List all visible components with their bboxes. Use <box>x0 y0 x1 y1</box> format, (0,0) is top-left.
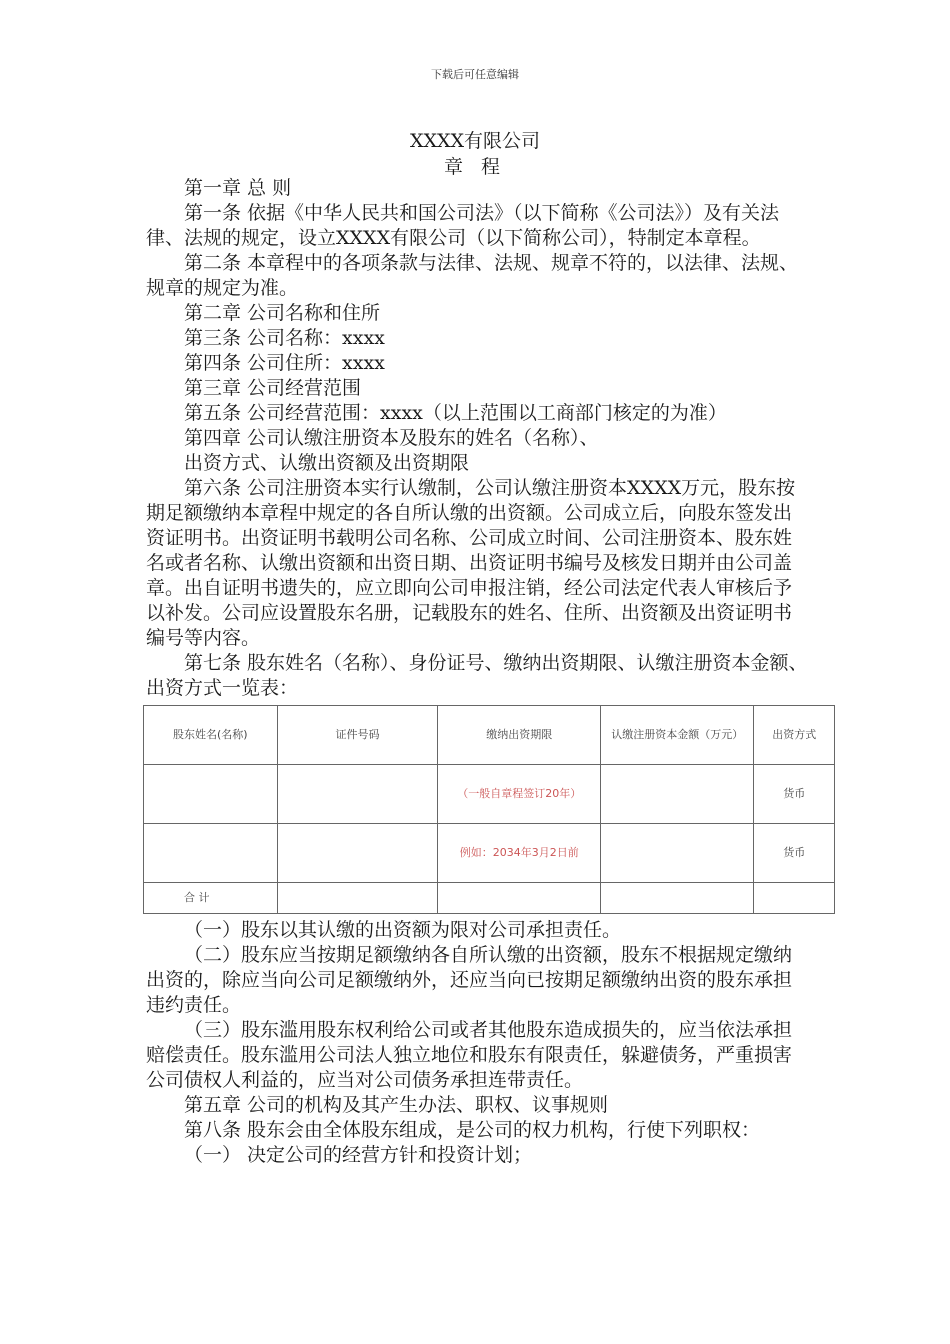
shareholder-table <box>143 705 835 914</box>
chapter-4-heading-line2: 出资方式、认缴出资额及出资期限 <box>184 452 470 474</box>
table-header-cell: 股东姓名(名称) <box>144 706 278 765</box>
article-3: 第三条 公司名称：xxxx <box>184 327 385 349</box>
table-total-label: 合 计 <box>144 883 278 914</box>
article-5: 第五条 公司经营范围：xxxx（以上范围以工商部门核定的为准） <box>184 402 727 424</box>
clause-3: （三）股东滥用股东权利给公司或者其他股东造成损失的，应当依法承担赔偿责任。股东滥用公司法人独立地位和股东有限责任，躲避债务，严重损害公司债权人利益的，应当对公司债务承担连带责任。 <box>146 1019 793 1091</box>
table-header-cell: 出资方式 <box>754 706 835 765</box>
page-header: 下载后可任意编辑 <box>431 68 519 81</box>
table-cell <box>601 824 754 883</box>
table-header-cell: 认缴注册资本金额（万元） <box>601 706 754 765</box>
clause-2: （二）股东应当按期足额缴纳各自所认缴的出资额，股东不根据规定缴纳出资的，除应当向公司足额缴纳外，还应当向已按期足额缴纳出资的股东承担违约责任。 <box>146 944 793 1016</box>
document-title: XXXX有限公司 <box>409 130 541 152</box>
table-cell <box>277 824 438 883</box>
chapter-3-heading: 第三章 公司经营范围 <box>184 377 362 399</box>
chapter-2-heading: 第二章 公司名称和住所 <box>184 302 381 324</box>
article-8: 第八条 股东会由全体股东组成，是公司的权力机构，行使下列职权： <box>184 1119 761 1141</box>
table-header-row <box>144 706 835 765</box>
article-4: 第四条 公司住所：xxxx <box>184 352 385 374</box>
table-cell: 货币 <box>754 824 835 883</box>
document-subtitle: 章 程 <box>443 156 507 178</box>
table-cell: （一般自章程签订20年） <box>438 765 601 824</box>
table-header-cell: 缴纳出资期限 <box>438 706 601 765</box>
table-cell <box>144 824 278 883</box>
table-row <box>144 824 835 883</box>
chapter-4-heading-line1: 第四章 公司认缴注册资本及股东的姓名（名称）、 <box>184 427 599 449</box>
table-cell <box>754 883 835 914</box>
table-cell <box>601 883 754 914</box>
table-row <box>144 765 835 824</box>
document-body <box>146 176 817 1168</box>
chapter-5-heading: 第五章 公司的机构及其产生办法、职权、议事规则 <box>184 1094 609 1116</box>
table-cell <box>601 765 754 824</box>
article-7: 第七条 股东姓名（名称）、身份证号、缴纳出资期限、认缴注册资本金额、出资方式一览表： <box>146 652 808 699</box>
table-cell: 货币 <box>754 765 835 824</box>
table-cell <box>144 765 278 824</box>
table-cell <box>277 883 438 914</box>
table-cell <box>277 765 438 824</box>
clause-1: （一）股东以其认缴的出资额为限对公司承担责任。 <box>184 919 622 941</box>
article-6: 第六条 公司注册资本实行认缴制，公司认缴注册资本XXXX万元，股东按期足额缴纳本章程中规定的各自所认缴的出资额。公司成立后，向股东签发出资证明书。出资证明书载明公司名称、公司成立时间、公司注册资本、股东姓名或者名称、认缴出资额和出资日期、出资证明书编号及核发日期并由公司盖章。出自证明书遗失的，应立即向公司申报注销，经公司法定代表人审核后予以补发。公司应设置股东名册，记载股东的姓名、住所、出资额及出资证明书编号等内容。 <box>146 477 796 649</box>
table-cell <box>438 883 601 914</box>
chapter-1-heading: 第一章 总 则 <box>184 177 292 199</box>
table-total-row <box>144 883 835 914</box>
table-cell: 例如：2034年3月2日前 <box>438 824 601 883</box>
table-header-cell: 证件号码 <box>277 706 438 765</box>
article-2: 第二条 本章程中的各项条款与法律、法规、规章不符的，以法律、法规、规章的规定为准。 <box>146 252 799 299</box>
article-1: 第一条 依据《中华人民共和国公司法》（以下简称《公司法》）及有关法律、法规的规定，设立XXXX有限公司（以下简称公司），特制定本章程。 <box>146 202 780 249</box>
article-8-item-1: （一） 决定公司的经营方针和投资计划； <box>184 1144 533 1166</box>
